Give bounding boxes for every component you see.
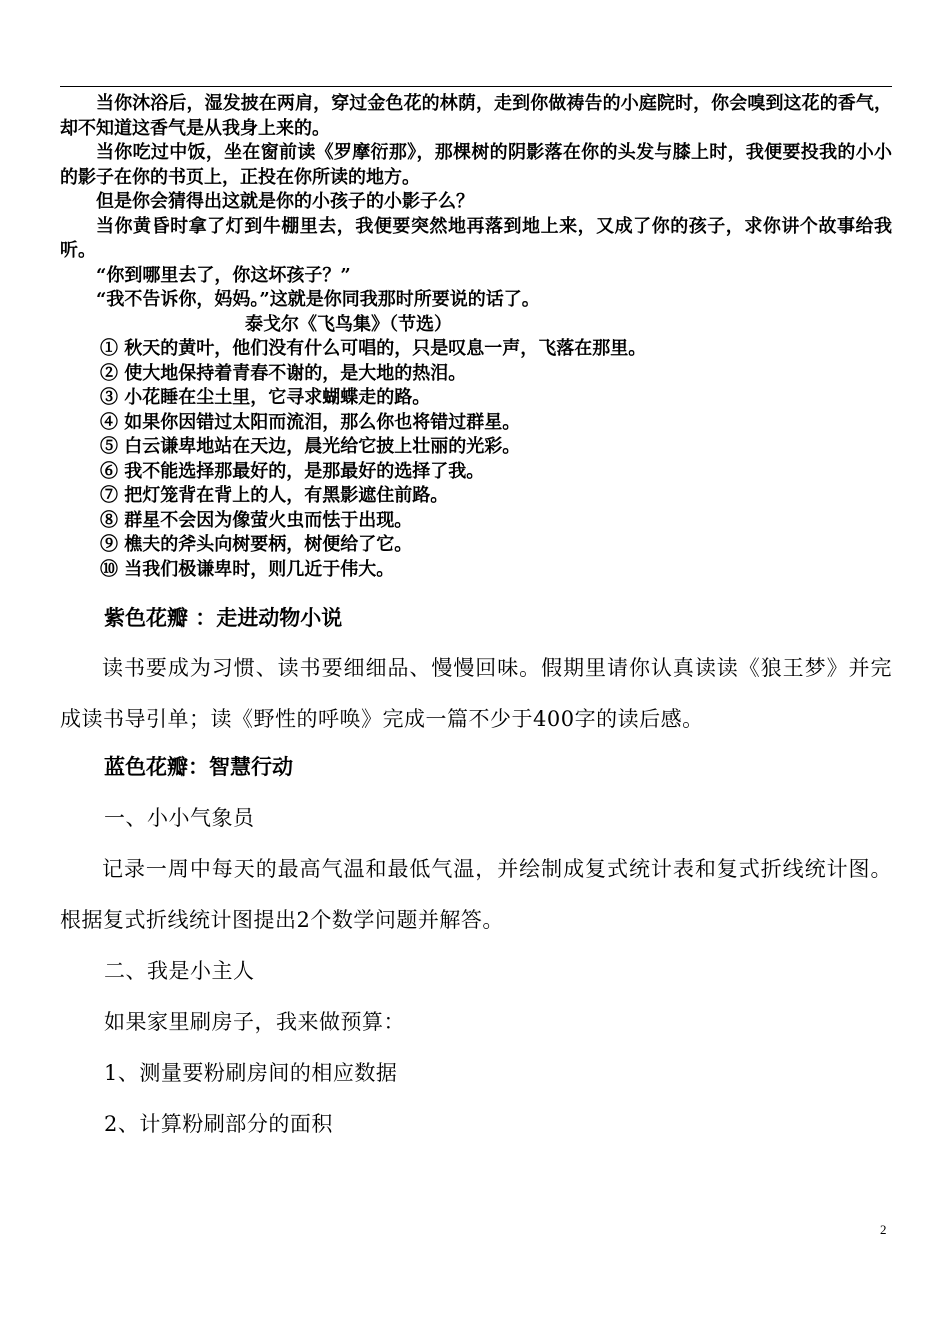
poem-section xyxy=(60,92,892,582)
blue-line-3: 2、计算粉刷部分的面积 xyxy=(104,1112,333,1136)
poem-paragraph-6: “我不告诉你，妈妈。”这就是你同我那时所要说的话了。 xyxy=(96,289,540,310)
poem-paragraph-4: 当你黄昏时拿了灯到牛棚里去，我便要突然地再落到地上来，又成了你的孩子，求你讲个故事给我听。 xyxy=(60,215,892,261)
quote-item: ⑩ 当我们极谦卑时，则几近于伟大。 xyxy=(100,558,395,580)
purple-body-block xyxy=(60,643,892,745)
quote-item: ⑦ 把灯笼背在背上的人，有黑影遮住前路。 xyxy=(100,485,449,506)
quote-item: ⑤ 白云谦卑地站在天边，晨光给它披上壮丽的光彩。 xyxy=(100,436,521,457)
blue-heading: 蓝色花瓣：智慧行动 xyxy=(104,754,293,779)
quote-item: ③ 小花睡在尘土里，它寻求蝴蝶走的路。 xyxy=(100,387,431,408)
quote-item: ② 使大地保持着青春不谢的，是大地的热泪。 xyxy=(100,362,467,384)
quote-item: ④ 如果你因错过太阳而流泪，那么你也将错过群星。 xyxy=(100,411,521,433)
blue-subheading-2: 二、我是小主人 xyxy=(104,959,255,983)
page-number: 2 xyxy=(880,1222,887,1237)
blue-line-2: 1、测量要粉刷房间的相应数据 xyxy=(104,1061,398,1085)
blue-subheading-1: 一、小小气象员 xyxy=(104,806,255,830)
blue-body-1: 记录一周中每天的最高气温和最低气温，并绘制成复式统计表和复式折线统计图。根据复式折线统计图提出2个数学问题并解答。 xyxy=(60,857,892,932)
purple-section xyxy=(60,603,892,633)
purple-body: 读书要成为习惯、读书要细细品、慢慢回味。假期里请你认真读读《狼王梦》并完成读书导引单；读《野性的呼唤》完成一篇不少于400字的读后感。 xyxy=(60,656,892,731)
poem-paragraph-3: 但是你会猜得出这就是你的小孩子的小影子么？ xyxy=(96,191,474,212)
blue-section xyxy=(60,752,892,782)
purple-heading: 紫色花瓣 ：走进动物小说 xyxy=(104,605,343,630)
quote-item: ① 秋天的黄叶，他们没有什么可唱的，只是叹息一声，飞落在那里。 xyxy=(100,338,647,359)
quote-item: ⑨ 樵夫的斧头向树要柄，树便给了它。 xyxy=(100,534,413,555)
poem-paragraph-5: “你到哪里去了，你这坏孩子？” xyxy=(96,264,351,286)
blue-line-1: 如果家里刷房子，我来做预算： xyxy=(104,1010,405,1034)
poem-paragraph-1: 当你沐浴后，湿发披在两肩，穿过金色花的林荫，走到你做祷告的小庭院时，你会嗅到这花的香气，却不知道这香气是从我身上来的。 xyxy=(60,93,892,139)
poem-paragraph-2: 当你吃过中饭，坐在窗前读《罗摩衍那》，那棵树的阴影落在你的头发与膝上时，我便要投我的小小的影子在你的书页上，正投在你所读的地方。 xyxy=(60,142,892,188)
header-rule xyxy=(60,86,892,87)
quote-item: ⑧ 群星不会因为像萤火虫而怯于出现。 xyxy=(100,509,413,531)
poem-source: 泰戈尔《飞鸟集》（节选） xyxy=(245,313,452,335)
quote-item: ⑥ 我不能选择那最好的，是那最好的选择了我。 xyxy=(100,460,485,482)
blue-content xyxy=(60,793,892,1150)
